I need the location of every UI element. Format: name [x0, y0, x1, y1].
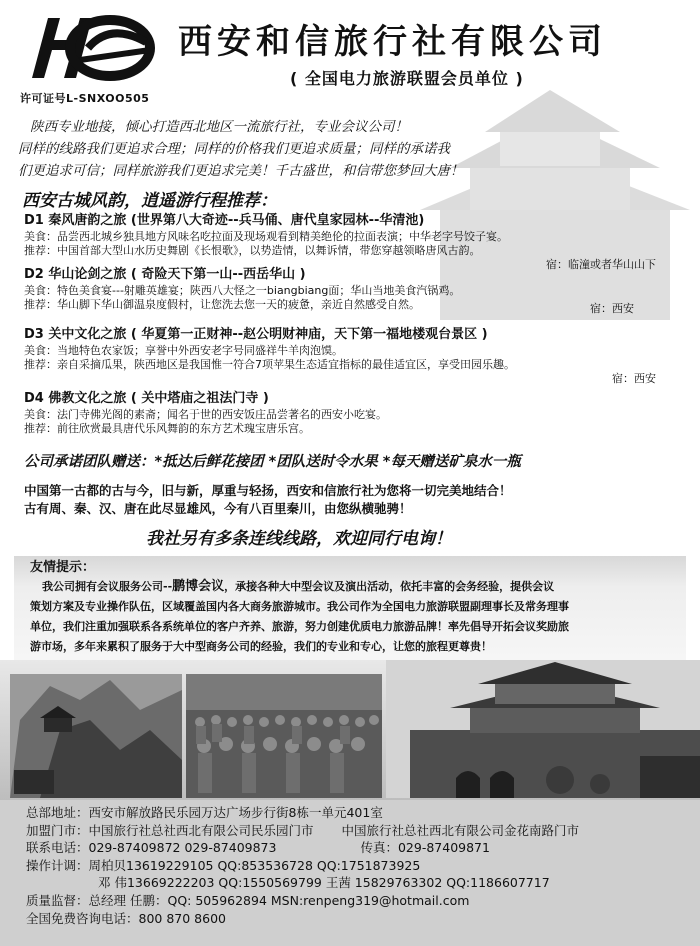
tour-day-3 [24, 328, 674, 386]
hq-address: 总部地址：西安市解放路民乐园万达广场步行街8栋一单元401室 [26, 805, 383, 820]
scenery-photos [0, 660, 700, 800]
tour-food: 美食：特色美食宴---射雕英雄宴；陕西八大怪之一biangbiang面；华山当地美食汽锅鸡。 [24, 284, 461, 297]
terracotta-warriors-photo [186, 674, 382, 798]
tour-lodging: 宿：西安 [590, 302, 634, 315]
company-logo [18, 12, 158, 84]
tips-line: 策划方案及专业操作队伍，区域覆盖国内各大商务旅游城市。我公司作为全国电力旅游联盟副理事长及常务理事 [30, 600, 569, 613]
contact-phone: 联系电话：029-87409872 029-87409873 [26, 840, 277, 856]
intro-paragraph [18, 116, 678, 182]
tour-recommend: 推荐：亲自采摘瓜果，陕西地区是我国惟一符合7项苹果生态适宜指标的最佳适宜区，享受田园乐趣。 [24, 358, 515, 371]
license-number: 许可证号L-SNXOO505 [20, 92, 150, 105]
tour-title: D4 佛教文化之旅 ( 关中塔庙之祖法门寺 ) [24, 391, 269, 406]
tour-title: D2 华山论剑之旅 ( 奇险天下第一山--西岳华山 ) [24, 267, 306, 282]
branch-store: 加盟门市：中国旅行社总社西北有限公司民乐园门市 [26, 822, 314, 838]
intro-line: 们更追求可信；同样旅游我们更追求完美！千古盛世，和信带您梦回大唐！ [18, 163, 464, 179]
tips-line: 游市场，多年来累积了服务于大中型商务公司的经验，我们的专业和专心，让您的旅程更尊贵！ [30, 640, 492, 653]
tour-food: 美食：当地特色农家饭；享誉中外西安老字号同盛祥牛羊肉泡馍。 [24, 344, 343, 357]
huashan-mountain-photo [10, 674, 182, 798]
city-gate-tower-photo [386, 660, 700, 798]
more-routes-slogan: 我社另有多条连线线路，欢迎同行电询！ [146, 529, 452, 549]
tour-food: 美食：法门寺佛光阁的素斋；闻名于世的西安饭庄品尝著名的西安小吃宴。 [24, 408, 387, 421]
branch-store: 中国旅行社总社西北有限公司金花南路门市 [341, 822, 580, 838]
tips-body [30, 577, 678, 657]
operator-contact: 邓 伟13669222203 QQ:1550569799 王茜 15829763302 QQ:1186607717 [98, 875, 550, 891]
history-slogan [24, 482, 512, 518]
tips-text: ，承接各种大中型会议及演出活动，依托丰富的会务经验，提供会议 [224, 580, 555, 593]
service-promise: 公司承诺团队赠送：*抵达后鲜花接团 *团队送时令水果 *每天赠送矿泉水一瓶 [24, 454, 521, 470]
section-title: 西安古城风韵，逍遥游行程推荐： [22, 191, 277, 211]
free-hotline: 全国免费咨询电话：800 870 8600 [26, 910, 226, 926]
tips-text: 我公司拥有会议服务公司-- [42, 580, 173, 593]
intro-line: 同样的线路我们更追求合理；同样的价格我们更追求质量；同样的承诺我 [18, 141, 450, 157]
tour-recommend: 推荐：前往欣赏最具唐代乐风舞韵的东方艺术瑰宝唐乐宫。 [24, 422, 310, 435]
tour-day-1 [24, 214, 674, 272]
history-line: 古有周、秦、汉、唐在此尽显雄风，今有八百里秦川，由您纵横驰骋！ [24, 501, 412, 516]
tips-title: 友情提示： [30, 560, 96, 575]
tour-title: D1 秦风唐韵之旅 (世界第八大奇迹--兵马俑、唐代皇家园林--华清池) [24, 213, 425, 228]
tour-recommend: 推荐：中国首部大型山水历史舞剧《长恨歌》，以势造情，以舞诉情，带您穿越领略唐风古韵。 [24, 244, 481, 257]
tour-title: D3 关中文化之旅 ( 华夏第一正财神--赵公明财神庙，天下第一福地楼观台景区 ) [24, 327, 488, 342]
operator-contact: 操作计调：周柏贝13619229105 QQ:853536728 QQ:1751873925 [26, 857, 421, 873]
tour-recommend: 推荐：华山脚下华山御温泉度假村，让您洗去您一天的疲惫，亲近自然感受自然。 [24, 298, 420, 311]
tour-day-2 [24, 267, 674, 315]
tour-lodging: 宿：西安 [612, 372, 656, 385]
intro-line: 陕西专业地接，倾心打造西北地区一流旅行社，专业会议公司！ [30, 119, 408, 135]
conference-brand: 鹏博会议 [172, 579, 225, 594]
contact-info [26, 804, 686, 927]
quality-supervision: 质量监督：总经理 任鹏：QQ: 505962894 MSN:renpeng319@hotmail.com [26, 892, 470, 908]
branch-stores [26, 822, 686, 840]
history-line: 中国第一古都的古与今，旧与新，厚重与轻扬，西安和信旅行社为您将一切完美地结合！ [24, 483, 512, 498]
company-name: 西安和信旅行社有限公司 [178, 22, 607, 62]
phone-fax [26, 839, 686, 857]
tour-day-4 [24, 392, 674, 436]
contact-fax: 传真：029-87409871 [360, 840, 490, 856]
tour-food: 美食：品尝西北城乡独具地方风味名吃拉面及现场观看到精美绝伦的拉面表演；中华老字号饺子宴。 [24, 230, 508, 243]
tour-lodging: 宿：临潼或者华山山下 [546, 258, 656, 271]
member-subtitle: ( 全国电力旅游联盟会员单位 ) [290, 69, 524, 88]
tips-line: 单位，我们注重加强联系各系统单位的客户齐养、旅游，努力创建优质电力旅游品牌！率先倡导开拓会议奖励旅 [30, 620, 569, 633]
